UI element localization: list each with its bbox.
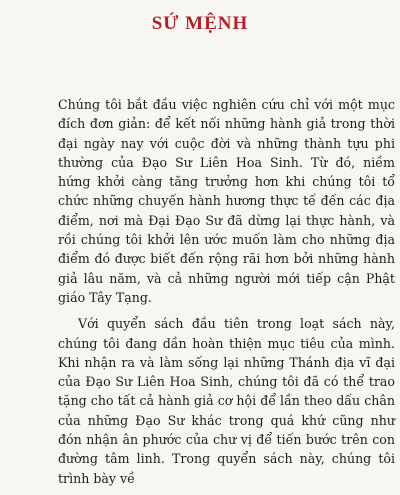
page-title: SỨ MỆNH — [151, 13, 249, 34]
paragraph-2: Với quyển sách đầu tiên trong loạt sách này, chúng tôi đang dần hoàn thiện mục tiêu của mình. Khi nhận ra và làm sống lại những Thánh địa vĩ đại của Đạo Sư Liên Hoa Sinh, chúng tôi đã có thể trao tặng cho tất cả hành giả cơ hội để lần theo dấu chân của những Đạo Sư khác trong quá khứ cũng như đón nhận ân phước của chư vị để tiến bước trên con đường tâm linh. Trong quyển sách này, chúng tôi trình bày về — [58, 316, 395, 486]
body-text — [58, 95, 395, 495]
paragraph-1: Chúng tôi bắt đầu việc nghiên cứu chỉ với một mục đích đơn giản: để kết nối những hành giả trong thời đại ngày nay với cuộc đời và những thành tựu phi thường của Đạo Sư Liên Hoa Sinh. Từ đó, niềm hứng khởi càng tăng trưởng hơn khi chúng tôi tổ chức những chuyến hành hương thực tế đến các địa điểm, nơi mà Đại Đạo Sư đã dừng lại thực hành, và rồi chúng tôi khởi lên ước muốn làm cho những địa điểm đó được biết đến rộng rãi hơn bởi những hành giả lâu năm, và cả những người mới tiếp cận Phật giáo Tây Tạng. — [58, 97, 395, 305]
